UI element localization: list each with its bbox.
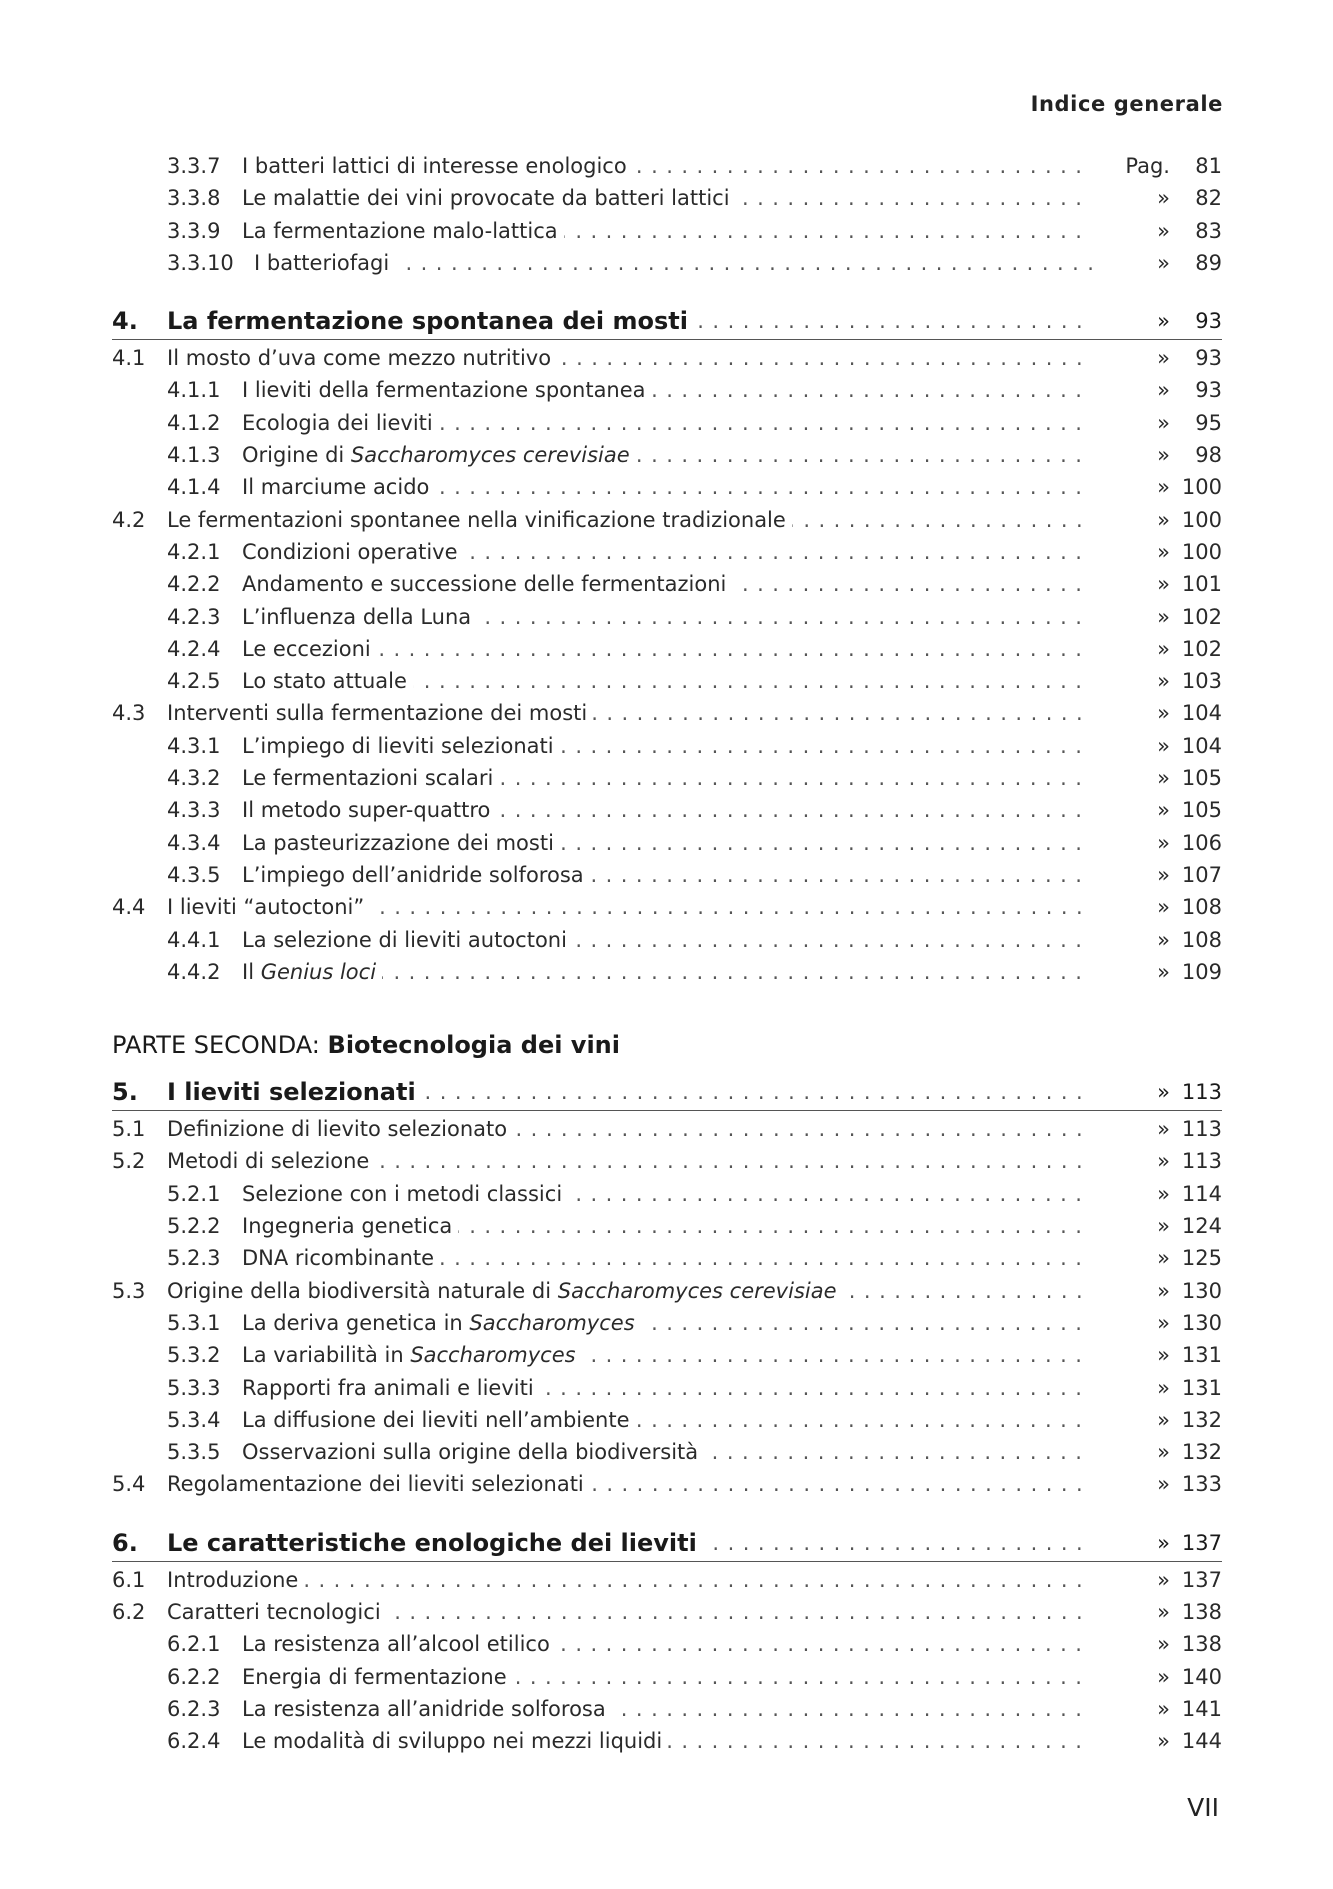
toc-entry-row[interactable] [112,1242,1222,1274]
entry-title-text: Ingegneria genetica [242,1214,453,1239]
toc-entry-row[interactable] [112,794,1222,826]
chapter-rule [112,339,1222,340]
entry-number: 4.2.3 [167,604,221,629]
page-ref: 141 [1181,1696,1222,1721]
page-ref: 103 [1181,669,1222,694]
entry-title-text: Rapporti fra animali e lieviti [242,1375,534,1400]
entry-title-text: Le eccezioni [242,636,371,661]
entry-title [242,568,1092,600]
entry-number: 5.1 [112,1117,146,1142]
entry-number: 4.3.1 [167,733,221,758]
page-ref: 108 [1181,927,1222,952]
toc-chapter-row[interactable] [112,1525,1222,1561]
page-prefix: » [1157,636,1170,661]
entry-number: 5.3.5 [167,1440,221,1465]
entry-title-text: Origine di [242,443,351,468]
entry-title [242,1242,1092,1274]
page-prefix: » [1157,378,1170,403]
entry-number: 4.2.4 [167,636,221,661]
chapter-rule [112,1561,1222,1562]
entry-number: 6.2 [112,1599,146,1624]
entry-title-text: I lieviti selezionati [167,1078,416,1107]
entry-title [242,1628,1092,1660]
page-prefix: » [1157,1246,1170,1271]
page-prefix: » [1157,1080,1170,1105]
page-prefix: » [1157,604,1170,629]
entry-title-text: L’impiego dell’anidride solforosa [242,862,584,887]
toc-entry-row[interactable] [112,1339,1222,1371]
entry-title [242,182,1092,214]
page-prefix: » [1157,539,1170,564]
page-prefix: » [1157,895,1170,920]
page-ref: 132 [1181,1440,1222,1465]
entry-number: 6.2.2 [167,1664,221,1689]
page-prefix: » [1157,1729,1170,1754]
page-ref: 124 [1181,1214,1222,1239]
entry-title [254,247,1092,279]
page-number: VII [1187,1793,1219,1822]
entry-number: 5.4 [112,1472,146,1497]
page-ref: 100 [1181,475,1222,500]
page-ref: 114 [1181,1181,1222,1206]
page-ref: 105 [1181,766,1222,791]
toc-entry-row[interactable] [112,891,1222,923]
entry-title [242,665,1092,697]
entry-title [242,1693,1092,1725]
entry-number: 3.3.7 [167,154,221,178]
entry-title-text: Definizione di lievito selezionato [167,1117,508,1142]
entry-title [242,924,1092,956]
toc-entry-row[interactable] [112,665,1222,697]
entry-number: 4.2 [112,507,146,532]
toc-entry-row[interactable] [112,1661,1222,1693]
page-prefix: » [1157,830,1170,855]
part-heading [112,1028,1222,1062]
page-ref: 130 [1181,1278,1222,1303]
entry-number: 4.1.3 [167,443,221,468]
entry-title-italic: Saccharomyces cerevisiae [557,1278,837,1303]
toc-entry-row[interactable] [112,182,1222,214]
page-ref: 133 [1181,1472,1222,1497]
page-prefix: » [1157,1407,1170,1432]
toc-entry-row[interactable] [112,1275,1222,1307]
page-ref: 125 [1181,1246,1222,1271]
entry-title [242,1725,1092,1757]
entry-title-italic: Genius loci [260,959,377,984]
page-prefix: » [1157,1530,1170,1555]
entry-title [242,471,1092,503]
entry-title [242,1372,1092,1404]
entry-title [242,1436,1092,1468]
toc-entry-row[interactable] [112,633,1222,665]
page-prefix: Pag. [1125,154,1170,178]
toc-entry-row[interactable] [112,1564,1222,1596]
toc-entry-row[interactable] [112,439,1222,471]
page-ref: 137 [1181,1530,1222,1555]
entry-title [242,536,1092,568]
entry-number: 6.1 [112,1567,146,1592]
entry-title-text: Origine della biodiversità naturale di [167,1278,558,1303]
entry-title [242,1404,1092,1436]
entry-title [242,956,1092,988]
toc-entry-row[interactable] [112,859,1222,891]
entry-title [167,1074,1092,1110]
toc-entry-row[interactable] [112,374,1222,406]
entry-title [167,342,1092,374]
page-prefix: » [1157,572,1170,597]
page-ref: 131 [1181,1375,1222,1400]
page-ref: 132 [1181,1407,1222,1432]
page-ref: 101 [1181,572,1222,597]
toc-entry-row[interactable] [112,697,1222,729]
entry-number: 4.1.1 [167,378,221,403]
page-ref: 100 [1181,507,1222,532]
entry-title-text: La pasteurizzazione dei mosti [242,830,554,855]
page-prefix: » [1157,733,1170,758]
toc-entry-row[interactable] [112,1693,1222,1725]
page-prefix: » [1157,669,1170,694]
entry-number: 4.1.2 [167,410,221,435]
page-prefix: » [1157,1567,1170,1592]
toc-entry-row[interactable] [112,1178,1222,1210]
toc-entry-row[interactable] [112,956,1222,988]
entry-title [242,859,1092,891]
entry-title-text: Le modalità di sviluppo nei mezzi liquidi [242,1729,663,1754]
entry-title-text: La selezione di lieviti autoctoni [242,927,567,952]
entry-number: 4.4.1 [167,927,221,952]
page-prefix: » [1157,1599,1170,1624]
toc-entry-row[interactable] [112,1468,1222,1500]
entry-title-text: La deriva genetica in [242,1310,470,1335]
running-head: Indice generale [1030,92,1223,116]
entry-title-text: I batteriofagi [254,250,390,275]
entry-title-text: Caratteri tecnologici [167,1599,381,1624]
entry-title [242,374,1092,406]
entry-title [167,1525,1092,1561]
entry-title [242,1307,1092,1339]
page-ref: 93 [1195,309,1222,334]
entry-title [242,215,1092,247]
toc-entry-row[interactable] [112,1145,1222,1177]
toc-entry-row[interactable] [112,1113,1222,1145]
entry-number: 5.3.1 [167,1310,221,1335]
page-ref: 113 [1181,1117,1222,1142]
entry-title-text: Il mosto d’uva come mezzo nutritivo [167,346,552,371]
entry-number: 4.3.4 [167,830,221,855]
entry-title [167,303,1092,339]
toc-entry-row[interactable] [112,924,1222,956]
page-ref: 144 [1181,1729,1222,1754]
page-ref: 102 [1181,604,1222,629]
entry-title [167,1468,1092,1500]
page-prefix: » [1157,250,1170,275]
entry-number: 4.3.2 [167,766,221,791]
page-ref: 131 [1181,1343,1222,1368]
entry-number: 4.1.4 [167,475,221,500]
entry-title-text: I lieviti “autoctoni” [167,895,365,920]
page-ref: 82 [1195,186,1222,211]
entry-number: 5.2 [112,1149,146,1174]
toc-entry-row[interactable] [112,215,1222,247]
page-ref: 102 [1181,636,1222,661]
page-prefix: » [1157,927,1170,952]
page-ref: 104 [1181,701,1222,726]
page-prefix: » [1157,701,1170,726]
entry-number: 4.3.5 [167,862,221,887]
entry-title [167,891,1092,923]
page-prefix: » [1157,1181,1170,1206]
page-prefix: » [1157,862,1170,887]
page-prefix: » [1157,766,1170,791]
part-prefix: PARTE SECONDA: [112,1031,320,1060]
page-ref: 93 [1195,346,1222,371]
chapter-rule [112,1110,1222,1111]
entry-number: 4.4.2 [167,959,221,984]
page-ref: 108 [1181,895,1222,920]
page-prefix: » [1157,475,1170,500]
entry-title-text: Introduzione [167,1567,299,1592]
entry-title [167,1145,1092,1177]
page-ref: 83 [1195,218,1222,243]
entry-title-text: Le malattie dei vini provocate da batteri lattici [242,186,730,211]
toc-entry-row[interactable] [112,1628,1222,1660]
entry-title-text: Condizioni operative [242,539,458,564]
entry-number: 4.2.1 [167,539,221,564]
page-prefix: » [1157,443,1170,468]
page-prefix: » [1157,346,1170,371]
toc-entry-row[interactable] [112,568,1222,600]
entry-number: 5.2.3 [167,1246,221,1271]
entry-title [167,1564,1092,1596]
entry-title-italic: Saccharomyces cerevisiae [350,443,630,468]
page-ref: 95 [1195,410,1222,435]
entry-title [242,794,1092,826]
page-prefix: » [1157,309,1170,334]
entry-number: 5.2.2 [167,1214,221,1239]
toc-entry-row[interactable] [112,504,1222,536]
entry-title-italic: Saccharomyces [469,1310,635,1335]
entry-number: 4.2.2 [167,572,221,597]
entry-number: 5.3.2 [167,1343,221,1368]
entry-title [242,730,1092,762]
entry-title-text: La diffusione dei lieviti nell’ambiente [242,1407,630,1432]
entry-title [167,1113,1092,1145]
page-ref: 107 [1181,862,1222,887]
page-prefix: » [1157,798,1170,823]
entry-number: 5. [112,1078,138,1107]
toc-entry-row[interactable] [112,536,1222,568]
entry-title-text: Il metodo super-quattro [242,798,491,823]
toc-entry-row[interactable] [112,762,1222,794]
entry-title-text: La resistenza all’alcool etilico [242,1632,550,1657]
entry-title-text: Le fermentazioni scalari [242,766,494,791]
entry-title-text: Selezione con i metodi classici [242,1181,563,1206]
page-prefix: » [1157,1278,1170,1303]
entry-title-text: La fermentazione malo-lattica [242,218,558,243]
entry-title-text: L’impiego di lieviti selezionati [242,733,554,758]
entry-title-text: I batteri lattici di interesse enologico [242,154,627,178]
toc-entry-row[interactable] [112,471,1222,503]
toc-entry-row[interactable] [112,342,1222,374]
page-ref: 113 [1181,1149,1222,1174]
entry-title-text: Andamento e successione delle fermentazioni [242,572,727,597]
page-prefix: » [1157,1117,1170,1142]
entry-title-text: Osservazioni sulla origine della biodiversità [242,1440,699,1465]
entry-number: 4.2.5 [167,669,221,694]
page-ref: 105 [1181,798,1222,823]
entry-title [242,601,1092,633]
entry-title [242,439,1092,471]
entry-title-text: Le caratteristiche enologiche dei lieviti [167,1528,697,1557]
page-prefix: » [1157,1632,1170,1657]
page-prefix: » [1157,1149,1170,1174]
page-ref: 130 [1181,1310,1222,1335]
page-ref: 140 [1181,1664,1222,1689]
entry-number: 3.3.10 [167,250,234,275]
toc-entry-row[interactable] [112,1210,1222,1242]
part-title: Biotecnologia dei vini [327,1031,620,1060]
entry-title [242,1178,1092,1210]
entry-number: 4.3.3 [167,798,221,823]
page-ref: 104 [1181,733,1222,758]
page-prefix: » [1157,1696,1170,1721]
entry-title [242,762,1092,794]
entry-title-text: Ecologia dei lieviti [242,410,433,435]
page-prefix: » [1157,1214,1170,1239]
page-ref: 98 [1195,443,1222,468]
entry-title [167,697,1092,729]
entry-title-text: Le fermentazioni spontanee nella vinificazione tradizionale [167,507,786,532]
page-prefix: » [1157,1472,1170,1497]
entry-title-text: I lieviti della fermentazione spontanea [242,378,646,403]
entry-title [242,633,1092,665]
entry-number: 6. [112,1528,138,1557]
page-ref: 89 [1195,250,1222,275]
page-prefix: » [1157,218,1170,243]
entry-title-text: L’influenza della Luna [242,604,472,629]
page-prefix: » [1157,1664,1170,1689]
entry-title [167,504,1092,536]
page-ref: 106 [1181,830,1222,855]
toc-chapter-row[interactable] [112,303,1222,339]
page-ref: 138 [1181,1632,1222,1657]
entry-number: 6.2.4 [167,1729,221,1754]
entry-title-text: La resistenza all’anidride solforosa [242,1696,606,1721]
entry-number: 5.3.3 [167,1375,221,1400]
toc-chapter-row[interactable] [112,1074,1222,1110]
page-ref: 137 [1181,1567,1222,1592]
entry-title [242,407,1092,439]
entry-title-text: La variabilità in [242,1343,411,1368]
toc-entry-row[interactable] [112,1404,1222,1436]
entry-title-text: Metodi di selezione [167,1149,370,1174]
entry-title-italic: Saccharomyces [410,1343,576,1368]
entry-title [167,1596,1092,1628]
entry-title-text: Energia di fermentazione [242,1664,507,1689]
entry-title [242,827,1092,859]
entry-number: 3.3.9 [167,218,221,243]
toc-entry-row[interactable] [112,247,1222,279]
entry-number: 5.3 [112,1278,146,1303]
toc-entry-row[interactable] [112,150,1222,182]
page-prefix: » [1157,1375,1170,1400]
entry-title [242,1210,1092,1242]
toc-entry-row[interactable] [112,1436,1222,1468]
toc-entry-row[interactable] [112,1725,1222,1757]
page-prefix: » [1157,507,1170,532]
entry-title [167,1275,1092,1307]
entry-title-text: La fermentazione spontanea dei mosti [167,307,688,336]
entry-title-text: DNA ricombinante [242,1246,435,1271]
page-prefix: » [1157,1310,1170,1335]
toc-entry-row[interactable] [112,1372,1222,1404]
page-prefix: » [1157,959,1170,984]
entry-title-text: Il [242,959,261,984]
entry-number: 3.3.8 [167,186,221,211]
entry-title [242,1339,1092,1371]
entry-number: 4.4 [112,895,146,920]
page-ref: 109 [1181,959,1222,984]
toc-entry-row[interactable] [112,730,1222,762]
toc-entry-row[interactable] [112,601,1222,633]
page-prefix: » [1157,186,1170,211]
toc-entry-row[interactable] [112,1307,1222,1339]
entry-title-text: Lo stato attuale [242,669,407,694]
entry-number: 4.1 [112,346,146,371]
page-ref: 100 [1181,539,1222,564]
entry-title-text: Il marciume acido [242,475,430,500]
entry-number: 5.3.4 [167,1407,221,1432]
toc-entry-row[interactable] [112,407,1222,439]
entry-title [242,150,1092,182]
entry-title-text: Regolamentazione dei lieviti selezionati [167,1472,584,1497]
page-ref: 113 [1181,1080,1222,1105]
entry-number: 6.2.1 [167,1632,221,1657]
page-ref: 93 [1195,378,1222,403]
page-prefix: » [1157,1440,1170,1465]
entry-number: 6.2.3 [167,1696,221,1721]
entry-number: 4. [112,307,138,336]
toc-entry-row[interactable] [112,1596,1222,1628]
toc-entry-row[interactable] [112,827,1222,859]
page-ref: 81 [1195,154,1222,178]
page-ref: 138 [1181,1599,1222,1624]
entry-title [242,1661,1092,1693]
table-of-contents [112,150,1222,1757]
page-prefix: » [1157,1343,1170,1368]
entry-number: 5.2.1 [167,1181,221,1206]
page-prefix: » [1157,410,1170,435]
entry-title-text: Interventi sulla fermentazione dei mosti [167,701,588,726]
entry-number: 4.3 [112,701,146,726]
